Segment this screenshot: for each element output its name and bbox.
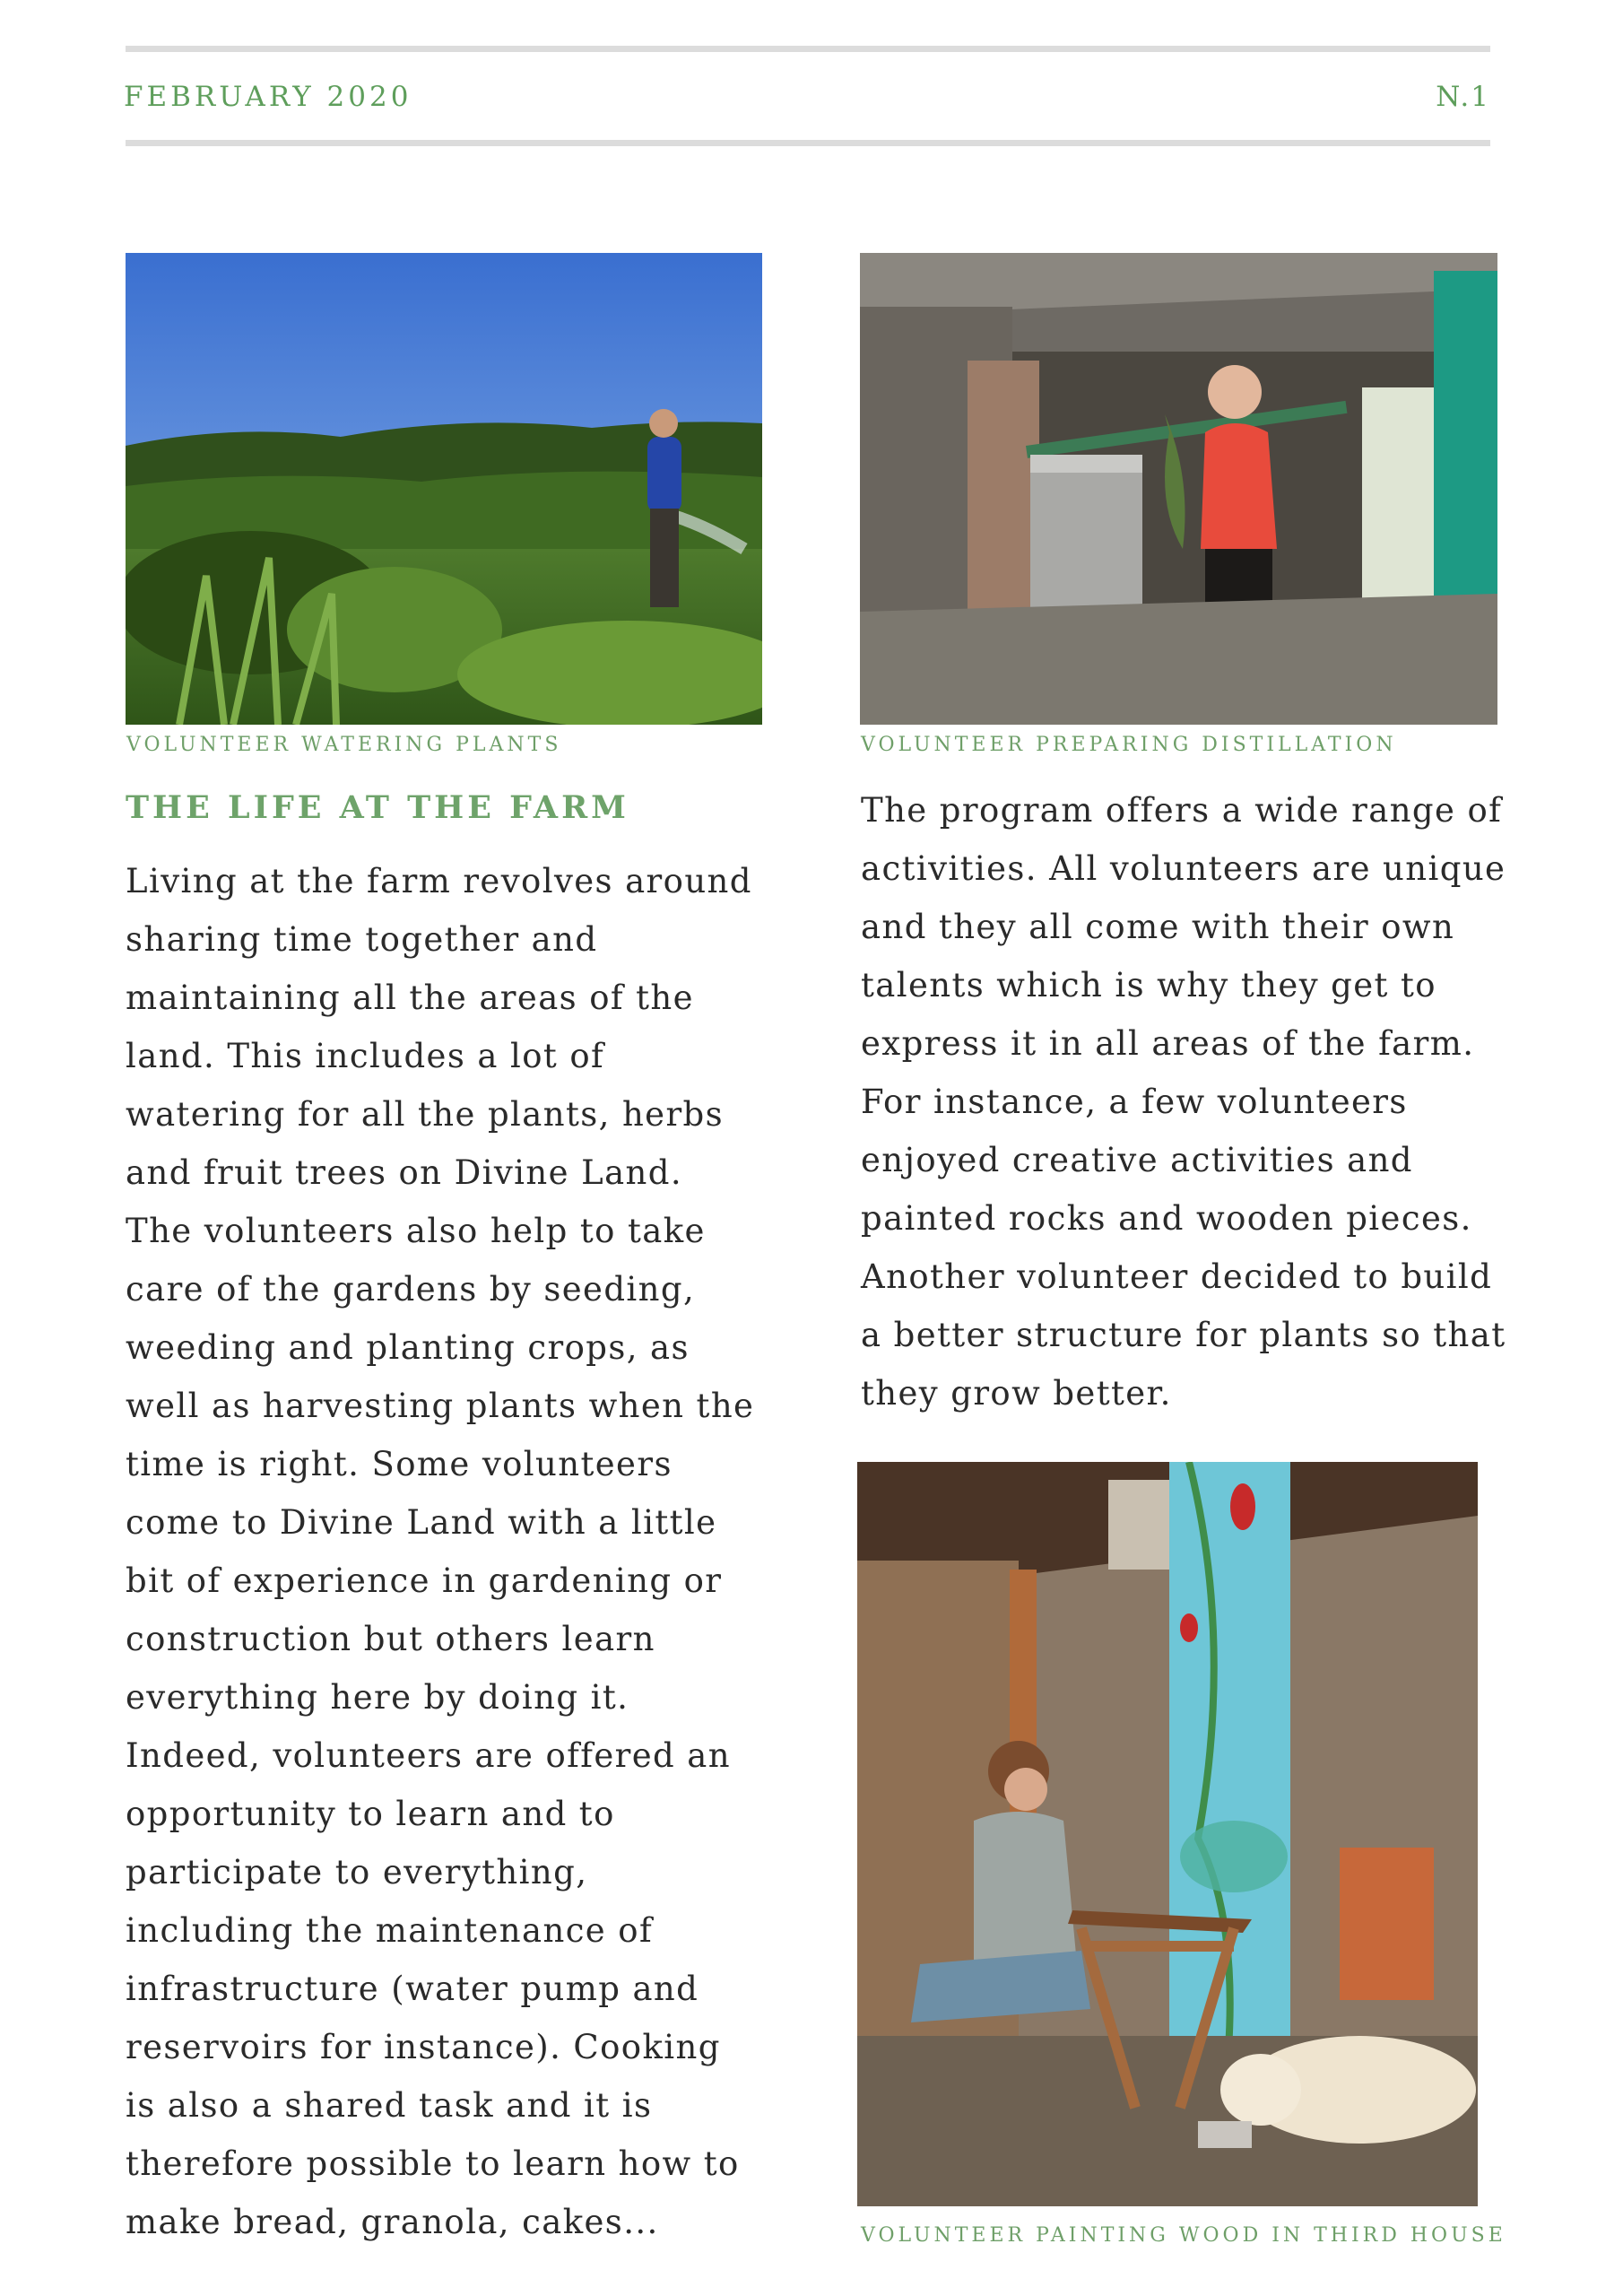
header-top-rule	[126, 46, 1490, 52]
header-bottom-rule	[126, 140, 1490, 146]
article-body-left: Living at the farm revolves around sharing time together and maintaining all the areas of the land. This includes a lot of watering for all the plants, herbs and fruit trees on Divine Land. The volunteers also help to take care of the gardens by seeding, weeding and planting crops, as well as harvesting plants when the time is right. Some volunteers come to Divine Land with a little bit of experience in gardening or construction but others learn everything here by doing it. Indeed, volunteers are offered an opportunity to learn and to participate to everything, including the maintenance of infrastructure (water pump and reservoirs for instance). Cooking is also a shared task and it is therefore possible to learn how to make bread, granola, cakes...	[126, 862, 755, 2241]
issue-number: N.1	[1436, 81, 1490, 113]
caption-photo-1: VOLUNTEER WATERING PLANTS	[126, 734, 562, 756]
article-body-right: The program offers a wide range of activities. All volunteers are unique and they all come with their own talents which is why they get to express it in all areas of the farm. For instance, a few volunteers enjoyed creative activities and painted rocks and wooden pieces. Another volunteer decided to build a better structure for plants so that they grow better.	[861, 791, 1506, 1413]
caption-photo-2: VOLUNTEER PREPARING DISTILLATION	[861, 734, 1397, 756]
caption-photo-3: VOLUNTEER PAINTING WOOD IN THIRD HOUSE	[861, 2224, 1506, 2247]
photo-painting-wood	[857, 1462, 1478, 2206]
photo-preparing-distillation	[860, 253, 1497, 725]
issue-date: FEBRUARY 2020	[124, 81, 412, 113]
photo-watering-plants	[126, 253, 762, 725]
article-heading: THE LIFE AT THE FARM	[126, 789, 629, 826]
